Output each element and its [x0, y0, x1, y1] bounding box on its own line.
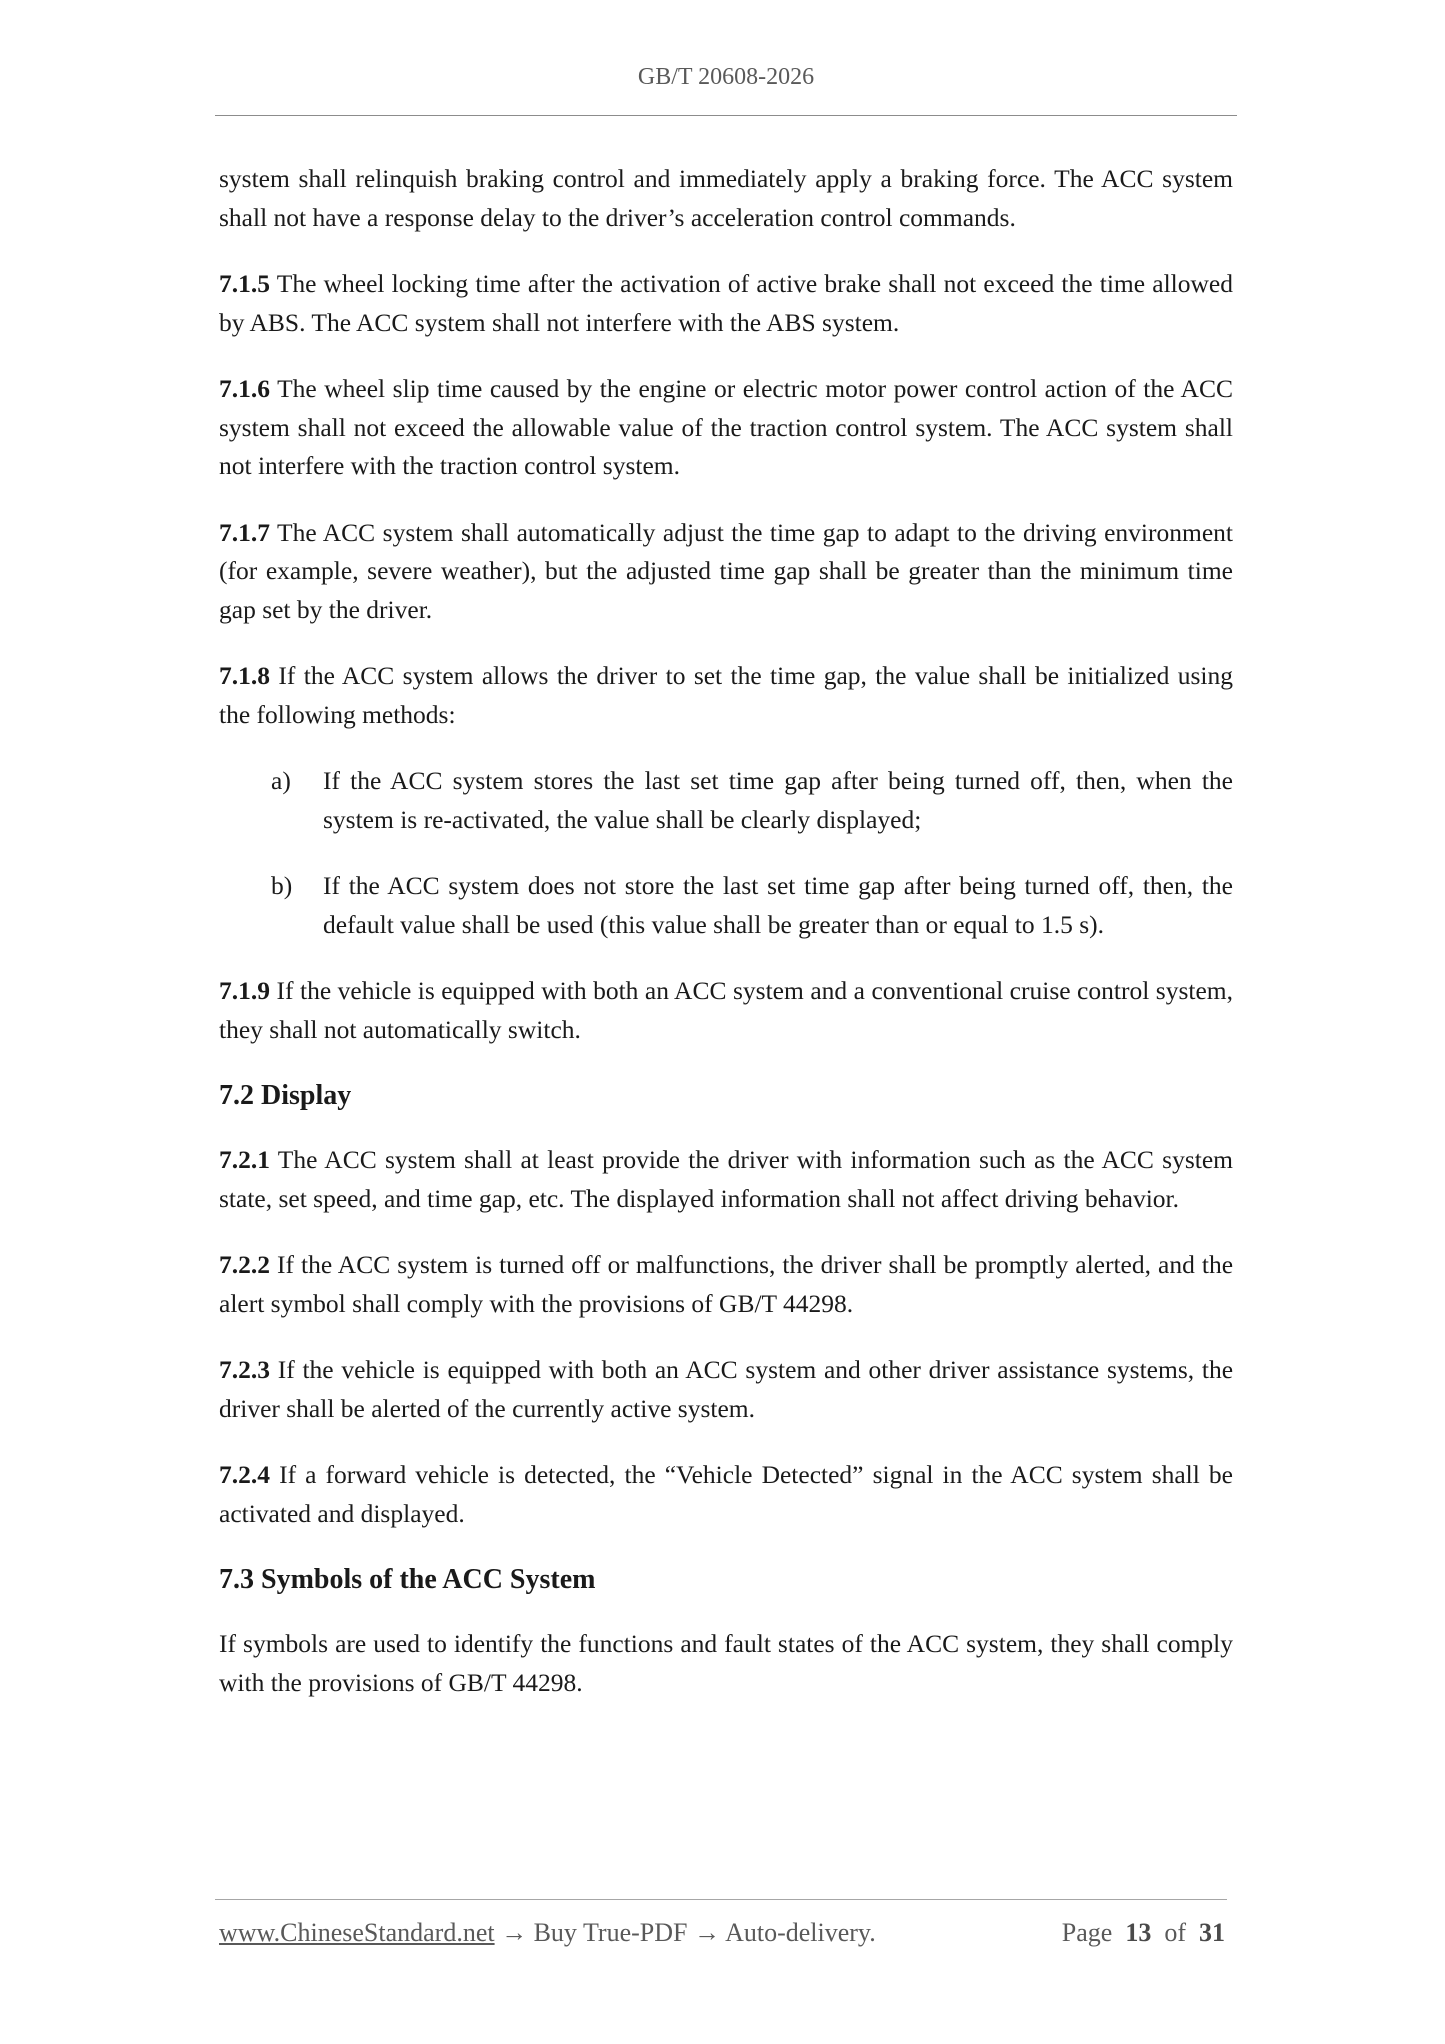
of-word: of — [1164, 1918, 1186, 1947]
page-header: GB/T 20608-2026 — [637, 64, 815, 90]
clause-7-2-2 — [219, 1246, 1233, 1323]
clause-number: 7.2.2 — [219, 1250, 270, 1279]
clause-number: 7.1.6 — [219, 374, 270, 403]
document-body — [219, 160, 1233, 1730]
clause-text: If the vehicle is equipped with both an ACC system and a conventional cruise control system, they shall not automatically switch. — [219, 976, 1233, 1044]
page-number: 13 — [1125, 1918, 1152, 1947]
clause-number: 7.2.4 — [219, 1460, 270, 1489]
list-item-label: b) — [271, 871, 293, 900]
clause-7-1-7 — [219, 514, 1233, 630]
page-indicator — [1062, 1918, 1225, 1948]
buy-text: Buy True-PDF — [533, 1918, 688, 1947]
clause-number: 7.2.3 — [219, 1355, 270, 1384]
paragraph-7-3 — [219, 1625, 1233, 1702]
clause-text: If the ACC system allows the driver to set the time gap, the value shall be initialized using the following methods: — [219, 661, 1233, 729]
footer-divider — [215, 1899, 1227, 1900]
clause-text: If a forward vehicle is detected, the “Vehicle Detected” signal in the ACC system shall be activated and displayed. — [219, 1460, 1233, 1528]
header-divider — [215, 115, 1237, 116]
section-heading-7-2: 7.2 Display — [219, 1080, 352, 1111]
clause-text: The wheel slip time caused by the engine or electric motor power control action of the ACC system shall not exceed the allowable value of the traction control system. The ACC system shall not interfere with the traction control system. — [219, 374, 1233, 480]
page-footer — [219, 1918, 1225, 1958]
arrow-icon: → — [494, 1918, 534, 1947]
paragraph-continued — [219, 160, 1233, 237]
website-link[interactable]: www.ChineseStandard.net — [219, 1918, 495, 1947]
list-item-a — [219, 762, 1233, 839]
footer-promo — [219, 1918, 876, 1948]
clause-7-1-9 — [219, 972, 1233, 1049]
clause-7-1-5 — [219, 265, 1233, 342]
clause-number: 7.1.8 — [219, 661, 270, 690]
page-total: 31 — [1199, 1918, 1225, 1947]
page-word: Page — [1061, 1918, 1113, 1947]
clause-text: If the vehicle is equipped with both an ACC system and other driver assistance systems, the driver shall be alerted of the currently active system. — [219, 1355, 1234, 1423]
clause-number: 7.1.7 — [219, 517, 270, 547]
paragraph-text: system shall relinquish braking control and immediately apply a braking force. The ACC system shall not have a response delay to the driver’s acceleration control commands. — [219, 164, 1233, 232]
clause-text: The ACC system shall at least provide the driver with information such as the ACC system state, set speed, and time gap, etc. The displayed information shall not affect driving behavior. — [219, 1145, 1233, 1213]
list-item-label: a) — [271, 766, 291, 795]
clause-number: 7.2.1 — [219, 1145, 270, 1174]
clause-7-1-6 — [219, 370, 1233, 486]
clause-7-2-3 — [219, 1351, 1233, 1428]
clause-text: The ACC system shall automatically adjust the time gap to adapt to the driving environment (for example, severe weather), but the adjusted time gap shall be greater than the minimum time gap set by the driver. — [219, 517, 1233, 624]
list-item-text: If the ACC system does not store the last set time gap after being turned off, then, the default value shall be used (this value shall be greater than or equal to 1.5 s). — [323, 871, 1233, 939]
clause-number: 7.1.5 — [219, 269, 270, 298]
list-item-b — [219, 867, 1233, 944]
clause-text: The wheel locking time after the activation of active brake shall not exceed the time allowed by ABS. The ACC system shall not interfere with the ABS system. — [219, 269, 1233, 337]
section-heading-7-3: 7.3 Symbols of the ACC System — [219, 1564, 596, 1595]
clause-number: 7.1.9 — [219, 976, 270, 1005]
arrow-icon: → — [687, 1918, 726, 1947]
clause-7-2-4 — [219, 1456, 1233, 1533]
clause-7-2-1 — [219, 1141, 1233, 1218]
delivery-text: Auto-delivery. — [725, 1918, 876, 1947]
clause-7-1-8 — [219, 657, 1233, 734]
paragraph-text: If symbols are used to identify the functions and fault states of the ACC system, they shall comply with the provisions of GB/T 44298. — [219, 1629, 1233, 1697]
clause-text: If the ACC system is turned off or malfunctions, the driver shall be promptly alerted, and the alert symbol shall comply with the provisions of GB/T 44298. — [219, 1250, 1234, 1318]
list-item-text: If the ACC system stores the last set time gap after being turned off, then, when the system is re-activated, the value shall be clearly displayed; — [323, 766, 1233, 834]
